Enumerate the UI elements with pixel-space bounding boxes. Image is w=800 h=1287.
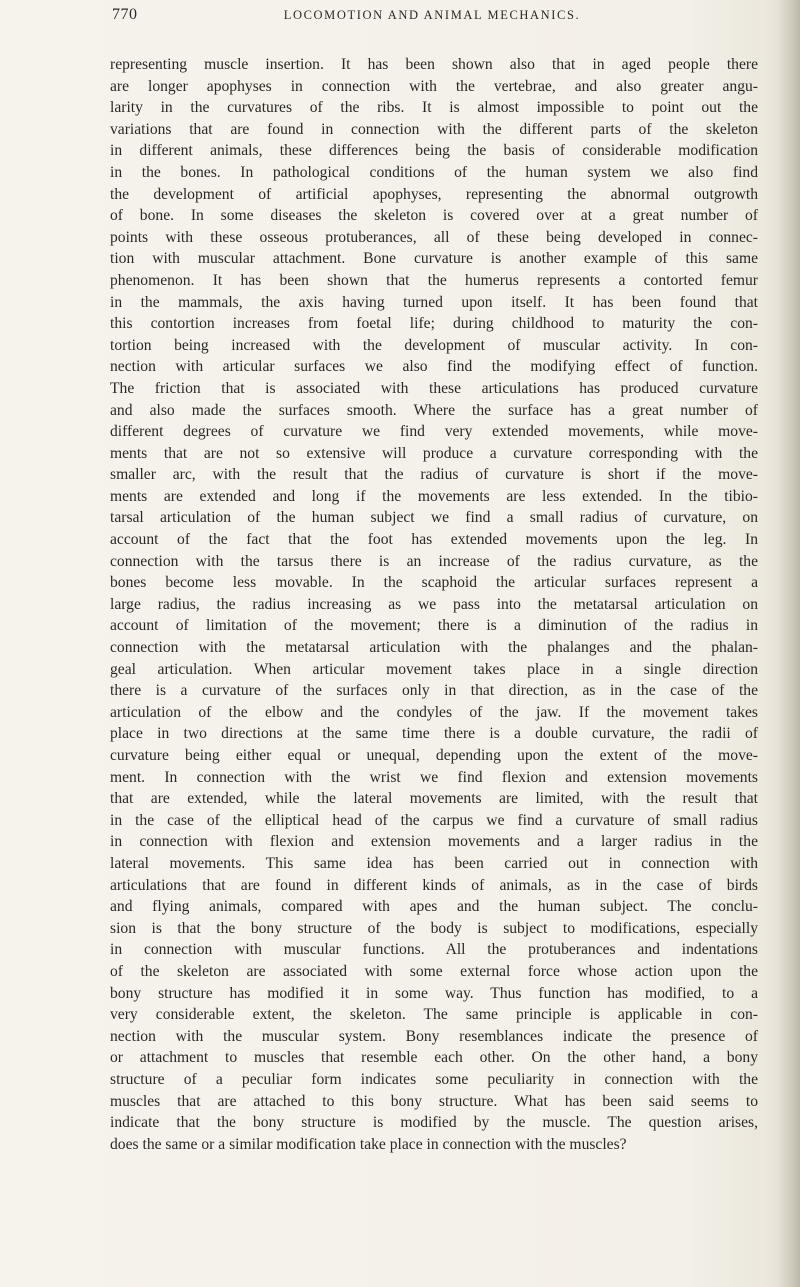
text-line: points with these osseous protuberances, all of these being developed in connec- [110,228,758,246]
text-line: there is a curvature of the surfaces only in that direction, as in the case of the [110,682,758,700]
text-line: ments that are not so extensive will produce a curvature corresponding with the [110,444,758,462]
text-line: curvature being either equal or unequal, depending upon the extent of the move- [110,747,758,764]
text-line: of the skeleton are associated with some external force whose action upon the [110,962,758,980]
text-line: and flying animals, compared with apes and the human subject. The conclu- [110,898,758,916]
text-line: articulation of the elbow and the condyles of the jaw. If the movement takes [110,703,758,721]
text-line: this contortion increases from foetal life; during childhood to maturity the con- [110,315,758,333]
text-line: indicate that the bony structure is modified by the muscle. The question arises, [110,1114,758,1132]
text-line: or attachment to muscles that resemble each other. On the other hand, a bony [110,1049,758,1067]
text-line: in the case of the elliptical head of the carpus we find a curvature of small radius [110,811,758,829]
text-line: structure of a peculiar form indicates some peculiarity in connection with the [110,1070,758,1088]
page-number: 770 [112,6,138,23]
text-line: that are extended, while the lateral movements are limited, with the result that [110,790,758,808]
text-line: phenomenon. It has been shown that the humerus represents a contorted femur [110,271,758,289]
text-line: in connection with muscular functions. All the protuberances and indentations [110,941,758,959]
text-line: nection with articular surfaces we also find the modifying effect of function. [110,358,758,376]
text-line: account of limitation of the movement; there is a diminution of the radius in [110,617,758,635]
text-line: sion is that the bony structure of the body is subject to modifications, especially [110,919,758,937]
text-line: tion with muscular attachment. Bone curvature is another example of this same [110,250,758,268]
text-line: of bone. In some diseases the skeleton is covered over at a great number of [110,207,758,225]
text-line: larity in the curvatures of the ribs. It is almost impossible to point out the [110,99,758,117]
text-line: variations that are found in connection with the different parts of the skeleton [110,120,758,138]
text-line: different degrees of curvature we find very extended movements, while move- [110,423,758,441]
text-line: very considerable extent, the skeleton. The same principle is applicable in con- [110,1006,758,1024]
text-line: bony structure has modified it in some way. Thus function has modified, to a [110,984,758,1002]
text-line: bones become less movable. In the scaphoid the articular surfaces represent a [110,574,758,592]
text-line: The friction that is associated with these articulations has produced curvature [110,379,758,397]
text-line: in different animals, these differences being the basis of considerable modification [110,142,758,160]
text-line: place in two directions at the same time there is a double curvature, the radii of [110,725,758,743]
text-line: tarsal articulation of the human subject we find a small radius of curvature, on [110,509,758,527]
body-paragraph [110,54,758,1155]
text-line: in the bones. In pathological conditions of the human system we also find [110,163,758,181]
text-line: ments are extended and long if the movements are less extended. In the tibio- [110,487,758,505]
text-line: connection with the metatarsal articulation with the phalanges and the phalan- [110,639,758,657]
text-line: large radius, the radius increasing as we pass into the metatarsal articulation on [110,595,758,613]
text-line: muscles that are attached to this bony structure. What has been said seems to [110,1092,758,1110]
text-line: the development of artificial apophyses, representing the abnormal outgrowth [110,185,758,203]
text-line: nection with the muscular system. Bony resemblances indicate the presence of [110,1027,758,1045]
text-line: geal articulation. When articular movement takes place in a single direction [110,660,758,678]
text-line: tortion being increased with the development of muscular activity. In con- [110,336,758,354]
text-line: ment. In connection with the wrist we find flexion and extension movements [110,768,758,786]
text-line: and also made the surfaces smooth. Where the surface has a great number of [110,401,758,419]
text-line: lateral movements. This same idea has been carried out in connection with [110,854,758,872]
text-line: connection with the tarsus there is an increase of the radius curvature, as the [110,552,758,570]
page-header [112,6,752,32]
text-line: account of the fact that the foot has extended movements upon the leg. In [110,531,758,549]
text-line: representing muscle insertion. It has been shown also that in aged people there [110,56,758,73]
text-line: in connection with flexion and extension movements and a larger radius in the [110,833,758,851]
text-line: does the same or a similar modification take place in connection with the muscles? [110,1135,627,1153]
text-line: smaller arc, with the result that the radius of curvature is short if the move- [110,466,758,484]
page-edge-shadow [778,0,800,1287]
text-line: in the mammals, the axis having turned upon itself. It has been found that [110,293,758,311]
text-line: are longer apophyses in connection with the vertebrae, and also greater angu- [110,77,758,95]
running-head: LOCOMOTION AND ANIMAL MECHANICS. [283,8,581,22]
text-line: articulations that are found in different kinds of animals, as in the case of birds [110,876,758,894]
